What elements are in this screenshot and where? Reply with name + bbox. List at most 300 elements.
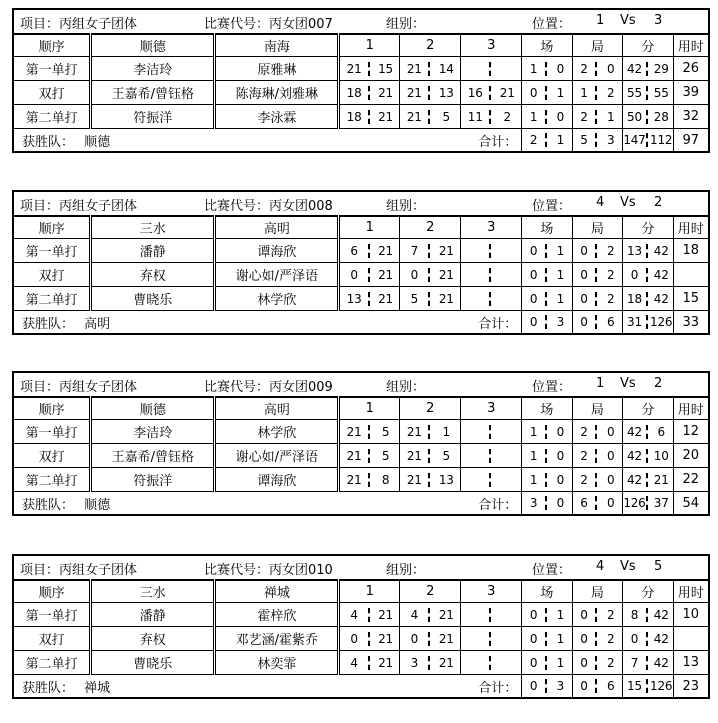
score-pair [522,81,571,104]
table-row [13,81,709,105]
score-left: 0 [529,679,538,693]
score-right: 2 [607,655,615,670]
column-header-row [13,580,709,603]
game-1-score [339,420,400,444]
score-pair [400,468,460,491]
games-cell [572,105,622,129]
points-cell [623,57,673,81]
match-header-row [13,9,709,34]
score-pair [340,603,399,626]
matches-cell [522,651,572,675]
player-b-cell: 林奕霏 [215,651,339,675]
score-separator [489,473,493,487]
group-label: 组别： [386,563,426,578]
order-cell: 双打 [13,81,91,105]
score-left: 50 [627,109,642,124]
score-pair [623,239,672,262]
score-right: 21 [378,607,393,622]
score-left: 18 [346,85,362,100]
game-3-score [461,444,522,468]
col-game-2: 2 [400,580,461,603]
order-cell: 第二单打 [13,287,91,311]
position-b: 3 [654,13,663,28]
team-a-name: 顺德 [91,34,215,57]
col-time: 用时 [673,216,709,239]
total-row [13,129,709,153]
score-left: 0 [630,631,639,646]
score-right: 0 [607,424,615,439]
player-a-cell: 曹晓乐 [91,651,215,675]
team-a-name: 顺德 [91,397,215,420]
game-2-score [400,468,461,492]
score-left: 0 [529,85,538,100]
table-row [13,651,709,675]
score-pair [400,444,460,467]
total-matches [522,311,572,335]
game-2-score [400,627,461,651]
games-cell [572,444,622,468]
score-right: 5 [442,448,450,463]
time-cell: 12 [673,420,709,444]
score-pair [573,263,622,286]
table-row [13,57,709,81]
score-separator [489,425,493,439]
score-left: 0 [529,291,538,306]
score-left: 2 [580,424,588,439]
player-b-cell: 原雅琳 [215,57,339,81]
score-right: 1 [556,291,565,306]
col-order: 顺序 [13,580,91,603]
total-time: 23 [673,675,709,699]
score-left: 21 [406,472,422,487]
score-pair [573,81,622,104]
score-right: 21 [438,655,454,670]
score-pair [522,651,571,674]
score-pair [400,105,460,128]
score-right: 1 [556,243,565,258]
match-card [12,190,710,335]
points-cell [623,651,673,675]
col-order: 顺序 [13,397,91,420]
total-matches [522,129,572,153]
table-row [13,263,709,287]
event-label: 项目：丙组女子团体 [20,563,138,578]
game-3-score [461,263,522,287]
score-pair [522,627,571,650]
score-pair [461,627,521,650]
score-pair [573,129,622,151]
winner-label: 获胜队： [22,134,75,150]
score-right: 2 [607,243,615,258]
matches-cell [522,603,572,627]
matches-cell [522,105,572,129]
score-right: 42 [653,631,669,646]
score-right: 21 [378,655,393,670]
score-left: 21 [406,424,422,439]
table-row [13,287,709,311]
score-pair [461,263,521,286]
score-right: 3 [556,315,565,329]
col-order: 顺序 [13,34,91,57]
score-pair [340,420,399,443]
score-left: 3 [410,655,418,670]
player-a-cell: 符振洋 [91,105,215,129]
position-a: 1 [596,13,605,28]
score-pair [461,603,521,626]
total-games [572,675,622,699]
score-right: 2 [607,85,615,100]
score-right: 15 [378,61,393,76]
score-right: 6 [657,424,665,439]
total-points [623,129,673,153]
matches-cell [522,263,572,287]
total-row [13,311,709,335]
col-games: 局 [572,580,622,603]
col-games: 局 [572,34,622,57]
points-cell [623,444,673,468]
time-cell [673,627,709,651]
score-pair [340,57,399,80]
score-right: 3 [556,679,565,693]
score-left: 42 [627,61,642,76]
total-points [623,492,673,516]
score-right: 5 [442,109,450,124]
winner-team: 禅城 [84,680,111,696]
points-cell [623,239,673,263]
table-row [13,603,709,627]
score-pair [461,468,521,491]
match-card [12,371,710,516]
score-right: 2 [607,291,615,306]
order-cell: 第一单打 [13,420,91,444]
score-pair [461,444,521,467]
score-pair [522,492,571,514]
col-game-2: 2 [400,397,461,420]
player-a-cell: 曹晓乐 [91,287,215,311]
games-cell [572,627,622,651]
game-3-score [461,627,522,651]
game-3-score [461,468,522,492]
score-right: 5 [381,424,390,439]
score-right: 21 [438,631,454,646]
games-cell [572,603,622,627]
score-left: 42 [627,424,642,439]
position-a: 1 [596,376,605,391]
score-pair [573,627,622,650]
game-3-score [461,239,522,263]
score-pair [573,468,622,491]
game-1-score [339,287,400,311]
time-cell: 18 [673,239,709,263]
score-left: 21 [346,424,362,439]
score-right: 6 [607,679,615,693]
game-3-score [461,57,522,81]
score-right: 2 [607,267,615,282]
player-a-cell: 王嘉希/曾钰格 [91,444,215,468]
score-left: 5 [410,291,418,306]
player-a-cell: 潘静 [91,603,215,627]
game-1-score [339,651,400,675]
score-left: 5 [580,133,588,147]
score-right: 21 [378,109,393,124]
score-separator [489,244,493,258]
score-right: 0 [556,109,565,124]
matches-cell [522,627,572,651]
game-3-score [461,651,522,675]
match-code: 比赛代号：丙女团007 [204,17,333,32]
col-game-2: 2 [400,34,461,57]
table-row [13,468,709,492]
score-left: 21 [346,61,362,76]
score-pair [522,311,571,333]
score-pair [623,444,672,467]
score-pair [623,81,672,104]
match-table [12,554,710,699]
score-right: 2 [607,607,615,622]
team-a-name: 三水 [91,216,215,239]
score-pair [522,675,571,697]
col-points: 分 [623,580,673,603]
score-right: 1 [556,655,565,670]
match-card [12,8,710,153]
total-points [623,675,673,699]
player-a-cell: 潘静 [91,239,215,263]
score-right: 21 [378,631,393,646]
score-pair [522,239,571,262]
score-left: 0 [580,607,588,622]
col-time: 用时 [673,34,709,57]
score-right: 42 [653,267,669,282]
match-code: 比赛代号：丙女团008 [204,199,333,214]
score-left: 18 [346,109,362,124]
col-matches: 场 [522,34,572,57]
vs-label: Vs [620,13,636,28]
winner-label: 获胜队： [22,680,75,696]
game-1-score [339,468,400,492]
col-game-3: 3 [461,397,522,420]
score-right: 1 [556,133,565,147]
time-cell: 22 [673,468,709,492]
winner-team: 顺德 [84,134,111,150]
score-pair [573,420,622,443]
order-cell: 第二单打 [13,468,91,492]
score-left: 4 [350,655,358,670]
score-pair [522,603,571,626]
score-separator [489,292,493,306]
game-1-score [339,81,400,105]
score-left: 0 [529,267,538,282]
position-label: 位置： [532,563,572,578]
matches-cell [522,420,572,444]
player-a-cell: 王嘉希/曾钰格 [91,81,215,105]
event-label: 项目：丙组女子团体 [20,17,138,32]
score-pair [400,287,460,310]
score-right: 0 [556,472,565,487]
team-b-name: 南海 [215,34,339,57]
score-pair [573,287,622,310]
position-label: 位置： [532,17,572,32]
score-pair [573,239,622,262]
score-pair [400,603,460,626]
col-matches: 场 [522,216,572,239]
score-left: 0 [529,315,538,329]
winner-team: 高明 [84,316,111,332]
score-pair [340,651,399,674]
score-left: 0 [350,631,358,646]
score-pair [623,311,672,333]
score-left: 0 [529,607,538,622]
score-right: 42 [653,655,669,670]
player-b-cell: 霍梓欣 [215,603,339,627]
score-right: 0 [607,448,615,463]
winner-label: 获胜队： [22,316,75,332]
col-matches: 场 [522,397,572,420]
order-cell: 第一单打 [13,239,91,263]
score-left: 1 [529,472,538,487]
score-right: 28 [653,109,669,124]
score-right: 13 [438,472,454,487]
match-code: 比赛代号：丙女团009 [204,380,333,395]
match-code: 比赛代号：丙女团010 [204,563,333,578]
player-b-cell: 李泳霖 [215,105,339,129]
col-time: 用时 [673,580,709,603]
score-pair [461,651,521,674]
col-game-1: 1 [339,216,400,239]
score-pair [340,444,399,467]
position-a: 4 [596,195,605,210]
score-pair [522,468,571,491]
total-games [572,129,622,153]
player-b-cell: 陈海琳/刘雅琳 [215,81,339,105]
score-pair [522,263,571,286]
score-left: 7 [630,655,639,670]
group-label: 组别： [386,199,426,214]
game-2-score [400,239,461,263]
score-right: 21 [499,85,515,100]
total-time: 54 [673,492,709,516]
score-left: 21 [406,61,422,76]
score-right: 13 [438,85,454,100]
match-table [12,8,710,153]
score-pair [400,81,460,104]
column-header-row [13,34,709,57]
score-separator [489,62,493,76]
score-left: 0 [580,267,588,282]
score-separator [489,632,493,646]
points-cell [623,468,673,492]
score-left: 15 [627,679,642,693]
game-3-score [461,420,522,444]
score-left: 7 [410,243,418,258]
matches-cell [522,239,572,263]
score-right: 126 [650,315,673,329]
col-points: 分 [623,397,673,420]
player-a-cell: 符振洋 [91,468,215,492]
event-label: 项目：丙组女子团体 [20,199,138,214]
score-right: 37 [653,496,669,510]
score-left: 1 [529,424,538,439]
score-left: 0 [580,631,588,646]
order-cell: 第二单打 [13,105,91,129]
col-game-3: 3 [461,216,522,239]
score-left: 0 [529,631,538,646]
game-2-score [400,603,461,627]
game-1-score [339,239,400,263]
score-right: 21 [378,267,393,282]
score-right: 21 [378,85,393,100]
score-left: 2 [580,472,588,487]
total-points [623,311,673,335]
score-left: 6 [350,243,358,258]
score-pair [573,444,622,467]
score-pair [623,263,672,286]
score-pair [340,287,399,310]
position-b: 5 [654,559,663,574]
score-pair [340,105,399,128]
col-game-1: 1 [339,34,400,57]
score-pair [623,105,672,128]
col-game-3: 3 [461,580,522,603]
score-right: 0 [607,472,615,487]
score-left: 0 [580,655,588,670]
position-b: 2 [654,195,663,210]
score-pair [340,263,399,286]
position-label: 位置： [532,380,572,395]
score-right: 21 [378,291,393,306]
score-right: 112 [650,133,673,147]
winner-label: 获胜队： [22,497,75,513]
score-pair [461,420,521,443]
winner-team: 顺德 [84,497,111,513]
table-row [13,105,709,129]
score-left: 0 [529,243,538,258]
score-right: 42 [653,291,669,306]
points-cell [623,287,673,311]
score-pair [340,81,399,104]
games-cell [572,420,622,444]
score-left: 21 [346,448,362,463]
player-a-cell: 李洁玲 [91,420,215,444]
score-left: 2 [580,109,588,124]
game-1-score [339,105,400,129]
score-right: 42 [653,607,669,622]
player-a-cell: 弃权 [91,263,215,287]
vs-label: Vs [620,376,636,391]
game-1-score [339,603,400,627]
total-games [572,492,622,516]
col-points: 分 [623,216,673,239]
score-left: 1 [529,61,538,76]
score-right: 21 [438,607,454,622]
time-cell: 32 [673,105,709,129]
score-left: 21 [346,472,362,487]
total-label: 合计： [478,497,518,513]
group-label: 组别： [386,17,426,32]
score-left: 126 [623,496,646,510]
score-pair [522,444,571,467]
score-pair [461,287,521,310]
score-left: 4 [350,607,358,622]
score-pair [400,57,460,80]
score-pair [400,627,460,650]
player-b-cell: 林学欣 [215,420,339,444]
game-1-score [339,444,400,468]
table-row [13,420,709,444]
score-pair [623,287,672,310]
score-separator [489,449,493,463]
game-2-score [400,105,461,129]
points-cell [623,263,673,287]
